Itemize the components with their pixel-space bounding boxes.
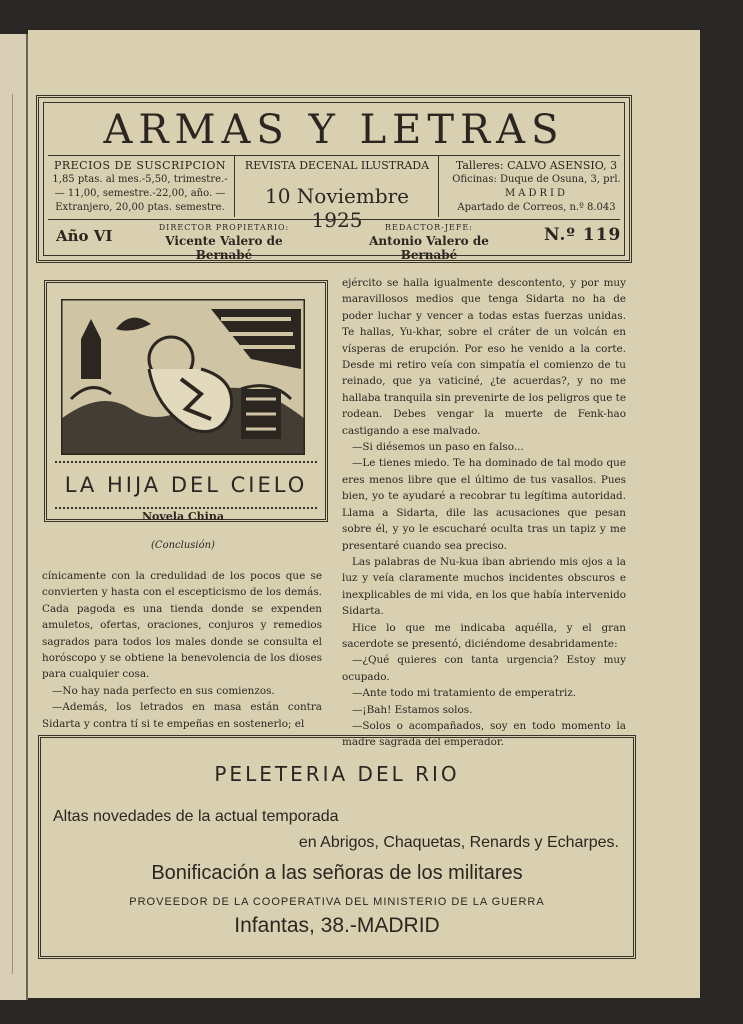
article-title: LA HIJA DEL CIELO bbox=[64, 473, 308, 497]
article-subtitle: Novela China bbox=[142, 510, 224, 523]
editor bbox=[344, 223, 514, 262]
ad-title: PELETERIA DEL RIO bbox=[214, 762, 460, 786]
subscription-heading: PRECIOS DE SUSCRIPCION bbox=[53, 159, 227, 172]
paragraph: Las palabras de Nu-kua iban abriendo mis ojos a la luz y veía claramente muchos incidentes obscuros e inexplicables de mi vida, en los que había intervenido Sidarta. bbox=[342, 555, 626, 618]
paragraph: —Además, los letrados en masa están contra Sidarta y contra tí si te empeñas en sostenerlo; el bbox=[42, 701, 322, 730]
paragraph: —Si diésemos un paso en falso... bbox=[352, 441, 524, 454]
director-name: Vicente Valero de Bernabé bbox=[165, 234, 283, 262]
magazine-title: ARMAS Y LETRAS bbox=[103, 107, 565, 153]
issue-date: 10 Noviembre 1925 bbox=[264, 184, 410, 232]
paragraph: cínicamente con la credulidad de los pocos que se convierten y hasta con el escepticismo de los demás. Cada pagoda es una tienda donde se expenden amuletos, ofertas, oraciones, conjuros y remedios sagrados para todos los males donde se consulta el horóscopo y se obtiene la benevolencia de los dioses para cualquier cosa. bbox=[42, 570, 322, 681]
director-label: DIRECTOR PROPIETARIO: bbox=[158, 223, 290, 232]
paragraph: —No hay nada perfecto en sus comienzos. bbox=[52, 684, 275, 697]
ad-line: Altas novedades de la actual temporada bbox=[53, 808, 339, 825]
paragraph: ejército se halla igualmente descontento, y por muy maravillosos medios que tenga Sidarta no ha de poder luchar y vencer a todas estas fuerzas unidas. Te hallas, Yu-khar, sobre el cráter de un volcán en vísperas de erupción. Por eso he venido a la corte. Desde mi retiro veía con simpatía el comienzo de tu reinado, que ya vaticiné, ¿te acuerdas?, y no me hallaba tranquila sin prevenirte de los peligros que te rodean. Debes vengar la muerte de Fenk-hao castigando a ese malvado. bbox=[342, 277, 626, 437]
text-column-right bbox=[342, 275, 626, 751]
address-line: Oficinas: Duque de Osuna, 3, prl. bbox=[452, 174, 621, 185]
ad-line: en Abrigos, Chaquetas, Renards y Echarpes. bbox=[298, 834, 619, 851]
address-line: Talleres: CALVO ASENSIO, 3 bbox=[455, 159, 618, 172]
address-line: MADRID bbox=[505, 188, 568, 199]
paragraph: Hice lo que me indicaba aquélla, y el gran sacerdote se presentó, diciéndome desabridamente: bbox=[342, 621, 626, 650]
address-line: Apartado de Correos, n.º 8.043 bbox=[457, 202, 616, 213]
ad-address: Infantas, 38.-MADRID bbox=[234, 914, 440, 937]
subscription-line: — 11,00, semestre.-22,00, año. — bbox=[54, 188, 226, 199]
ad-line: Bonificación a las señoras de los militares bbox=[151, 862, 523, 884]
woodcut-illustration bbox=[61, 299, 305, 455]
paragraph: —¡Bah! Estamos solos. bbox=[352, 703, 473, 716]
subscription-line: Extranjero, 20,00 ptas. semestre. bbox=[55, 202, 225, 213]
subscription-prices bbox=[50, 159, 230, 215]
previous-page-edge bbox=[0, 34, 28, 1000]
text-column-left bbox=[42, 568, 322, 732]
subscription-line: 1,85 ptas. al mes.-5,50, trimestre.- bbox=[52, 174, 228, 185]
editor-name: Antonio Valero de Bernabé bbox=[369, 234, 489, 262]
paragraph: —Ante todo mi tratamiento de emperatriz. bbox=[352, 687, 577, 700]
paragraph: —Solos o acompañados, soy en todo momento la madre sagrada del emperador. bbox=[342, 719, 626, 749]
masthead bbox=[36, 95, 632, 263]
paragraph: —¿Qué quieres con tanta urgencia? Estoy muy ocupado. bbox=[342, 654, 626, 683]
article-illustration-block bbox=[44, 280, 328, 522]
editor-label: REDACTOR-JEFE: bbox=[385, 223, 473, 232]
director bbox=[144, 223, 304, 262]
magazine-page bbox=[28, 30, 700, 998]
magazine-subtitle: REVISTA DECENAL ILUSTRADA bbox=[244, 159, 430, 172]
year-label: Año VI bbox=[56, 227, 113, 245]
ad-line: PROVEEDOR DE LA COOPERATIVA DEL MINISTERIO DE LA GUERRA bbox=[129, 896, 545, 908]
article-note: (Conclusión) bbox=[151, 540, 215, 551]
issue-info bbox=[242, 159, 432, 232]
paragraph: —Le tienes miedo. Te ha dominado de tal modo que eres menos libre que el último de tus vasallos. Pues bien, yo te ayudaré a recobrar tu legítima autoridad. Llama a Sidarta, dile las acusaciones que pesan sobre él, y yo le escucharé oculta tras un tapiz y me presentaré cuando sea preciso. bbox=[342, 457, 626, 552]
office-address bbox=[444, 159, 629, 215]
advertisement bbox=[38, 735, 636, 959]
issue-number: N.º 119 bbox=[544, 225, 622, 245]
